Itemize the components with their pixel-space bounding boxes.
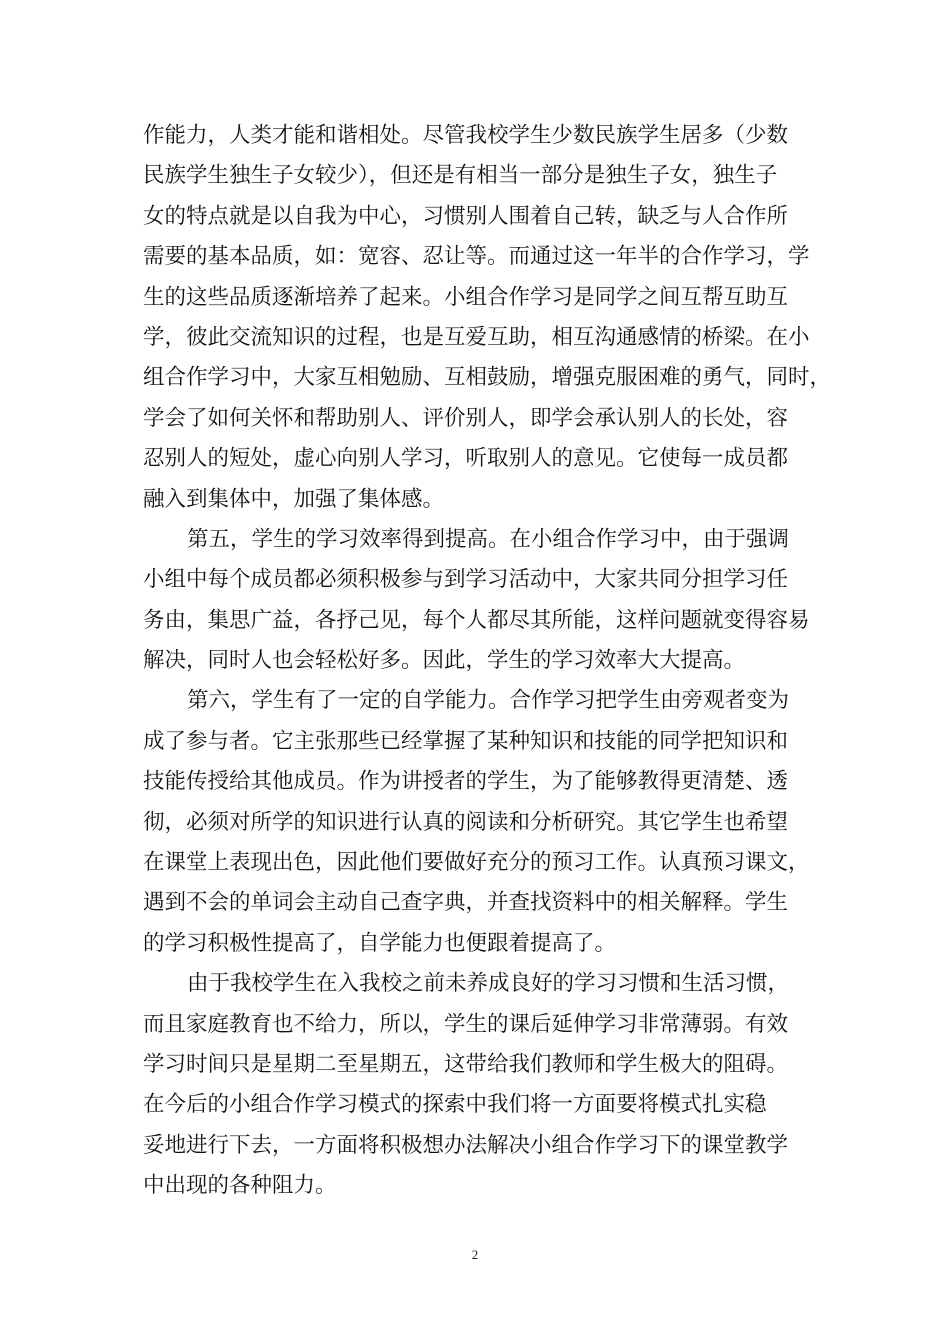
- text-line: 由于我校学生在入我校之前未养成良好的学习习惯和生活习惯，: [187, 971, 790, 997]
- text-line: 学会了如何关怀和帮助别人、评价别人，即学会承认别人的长处，容: [143, 405, 789, 431]
- text-line: 妥地进行下去，一方面将积极想办法解决小组合作学习下的课堂教学: [143, 1132, 789, 1158]
- text-line: 务由，集思广益，各抒己见，每个人都尽其所能，这样问题就变得容易: [143, 607, 810, 633]
- page-number: 2: [471, 1247, 479, 1262]
- text-line: 学，彼此交流知识的过程，也是互爱互助，相互沟通感情的桥梁。在小: [143, 324, 810, 350]
- text-line: 成了参与者。它主张那些已经掌握了某种知识和技能的同学把知识和: [143, 728, 789, 754]
- text-line: 技能传授给其他成员。作为讲授者的学生，为了能够教得更清楚、透: [143, 769, 789, 795]
- text-line: 忍别人的短处，虚心向别人学习，听取别人的意见。它使每一成员都: [143, 446, 789, 472]
- text-line: 融入到集体中，加强了集体感。: [143, 486, 445, 512]
- text-line: 而且家庭教育也不给力，所以，学生的课后延伸学习非常薄弱。有效: [143, 1011, 789, 1037]
- text-line: 第六，学生有了一定的自学能力。合作学习把学生由旁观者变为: [187, 688, 790, 714]
- text-line: 生的这些品质逐渐培养了起来。小组合作学习是同学之间互帮互助互: [143, 284, 789, 310]
- text-line: 在课堂上表现出色，因此他们要做好充分的预习工作。认真预习课文，: [143, 850, 810, 876]
- text-line: 中出现的各种阻力。: [143, 1173, 337, 1199]
- text-line: 需要的基本品质，如：宽容、忍让等。而通过这一年半的合作学习，学: [143, 244, 810, 270]
- text-line: 学习时间只是星期二至星期五，这带给我们教师和学生极大的阻碍。: [143, 1051, 789, 1077]
- body-text: [143, 116, 832, 1207]
- text-line: 的学习积极性提高了，自学能力也便跟着提高了。: [143, 930, 617, 956]
- text-line: 遇到不会的单词会主动自己查字典，并查找资料中的相关解释。学生: [143, 890, 789, 916]
- text-line: 组合作学习中，大家互相勉励、互相鼓励，增强克服困难的勇气，同时，: [143, 365, 832, 391]
- text-line: 女的特点就是以自我为中心，习惯别人围着自己转，缺乏与人合作所: [143, 203, 789, 229]
- text-line: 解决，同时人也会轻松好多。因此，学生的学习效率大大提高。: [143, 648, 746, 674]
- text-line: 第五，学生的学习效率得到提高。在小组合作学习中，由于强调: [187, 526, 790, 552]
- text-line: 在今后的小组合作学习模式的探索中我们将一方面要将模式扎实稳: [143, 1092, 767, 1118]
- text-line: 小组中每个成员都必须积极参与到学习活动中，大家共同分担学习任: [143, 567, 789, 593]
- text-line: 民族学生独生子女较少），但还是有相当一部分是独生子女，独生子: [143, 163, 778, 189]
- text-line: 彻，必须对所学的知识进行认真的阅读和分析研究。其它学生也希望: [143, 809, 789, 835]
- text-line: 作能力，人类才能和谐相处。尽管我校学生少数民族学生居多（少数: [143, 123, 789, 148]
